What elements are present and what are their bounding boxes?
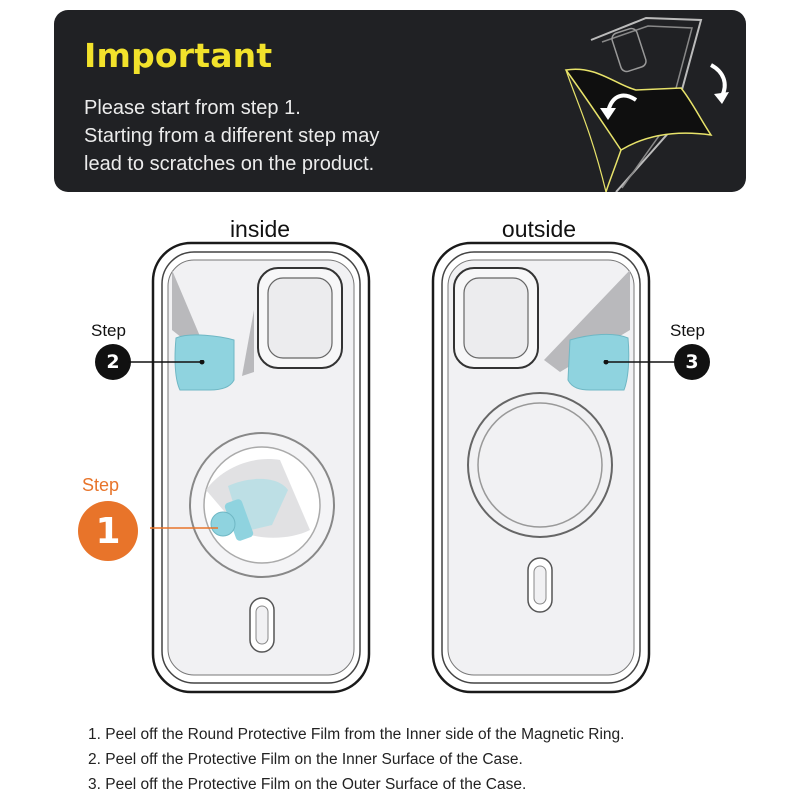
- outside-label: outside: [501, 216, 577, 242]
- step-1-word: Step: [82, 475, 120, 495]
- banner-line-1: Please start from step 1.: [84, 97, 301, 119]
- step-3-word: Step: [670, 321, 705, 340]
- instruction-3: 3. Peel off the Protective Film on the Outer Surface of the Case.: [88, 776, 527, 793]
- step-2-connector: [128, 360, 208, 366]
- instruction-2: 2. Peel off the Protective Film on the Inner Surface of the Case.: [88, 751, 523, 768]
- inside-case-illustration: [150, 240, 372, 695]
- step-3-connector: [600, 360, 680, 366]
- step-3-badge: 3: [674, 344, 710, 380]
- banner-line-2: Starting from a different step may: [84, 125, 380, 147]
- banner-line-3: lead to scratches on the product.: [84, 153, 375, 175]
- instructions-list: [88, 722, 624, 797]
- step-1-badge: 1: [78, 501, 138, 561]
- inside-label: inside: [229, 216, 291, 242]
- step-2-word: Step: [91, 321, 126, 340]
- important-banner: [54, 10, 746, 192]
- instruction-1: 1. Peel off the Round Protective Film from the Inner side of the Magnetic Ring.: [88, 726, 625, 743]
- step-2-badge: 2: [95, 344, 131, 380]
- case-peel-illustration: [496, 10, 746, 192]
- outside-case-illustration: [430, 240, 652, 695]
- banner-title: Important: [84, 36, 273, 75]
